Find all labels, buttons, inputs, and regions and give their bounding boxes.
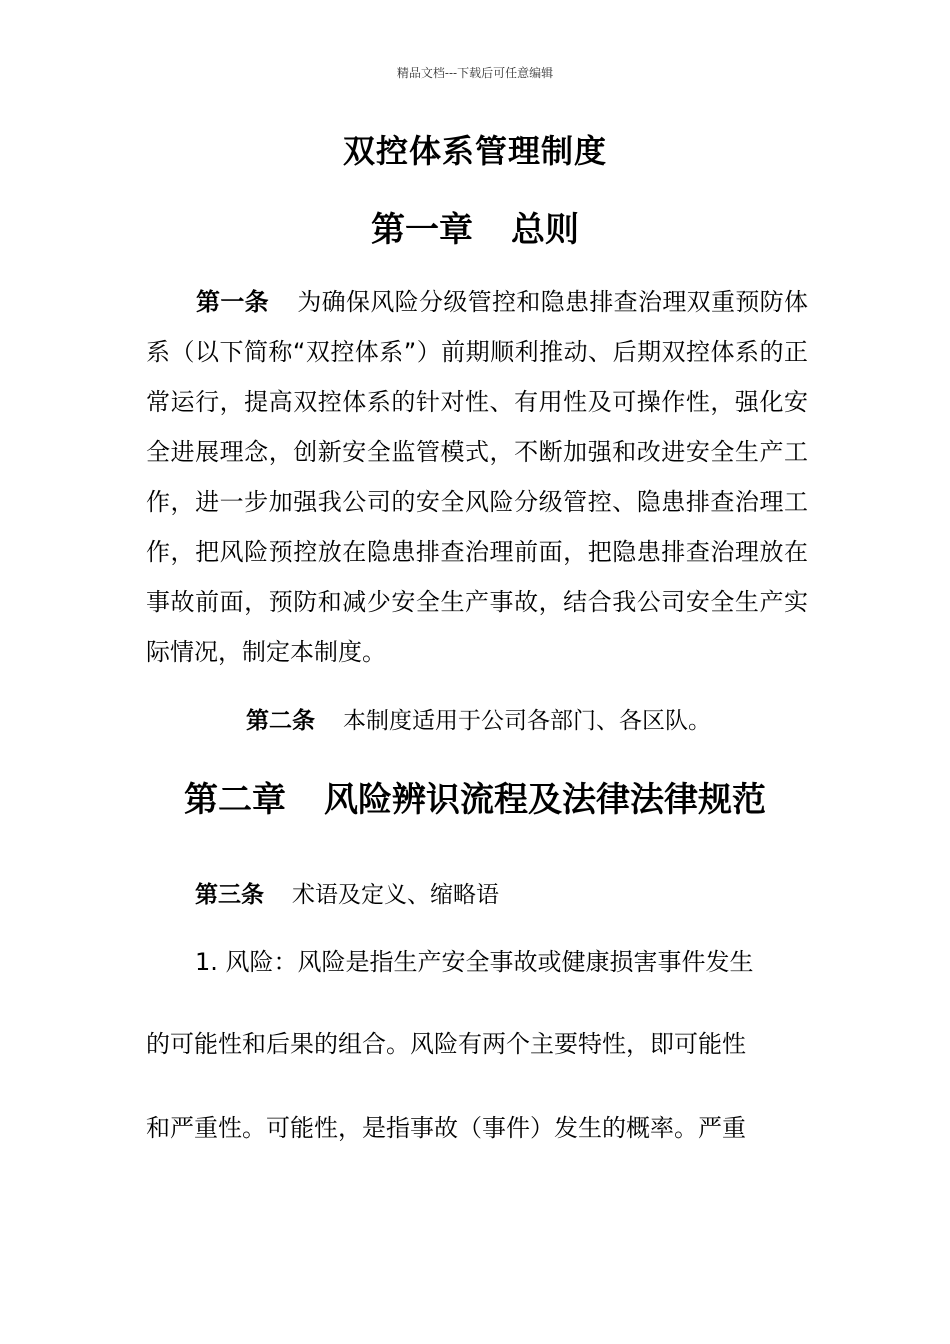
article-2-text: 本制度适用于公司各部门、各区队。 bbox=[343, 708, 711, 734]
article-3-text: 术语及定义、缩略语 bbox=[292, 882, 499, 908]
chapter-1-heading bbox=[0, 202, 950, 251]
article-3-label: 第三条 bbox=[195, 882, 264, 908]
definition-line: 的可能性和后果的组合。风险有两个主要特性，即可能性 bbox=[146, 1030, 746, 1058]
article-3 bbox=[195, 876, 499, 909]
page-header: 精品文档---下载后可任意编辑 bbox=[396, 66, 554, 80]
chapter-1-name: 总则 bbox=[511, 210, 579, 250]
article-2-label: 第二条 bbox=[246, 708, 315, 734]
article-1-label: 第一条 bbox=[196, 288, 269, 316]
article-1-text: 为确保风险分级管控和隐患排查治理双重预防体系（以下简称“双控体系”）前期顺利推动、后期双控体系的正常运行，提高双控体系的针对性、有用性及可操作性，强化安全进展理念，创新安全监管模式，不断加强和改进安全生产工作，进一步加强我公司的安全风险分级管控、隐患排查治理工作，把风险预控放在隐患排查治理前面，把隐患排查治理放在事故前面，预防和减少安全生产事故，结合我公司安全生产实际情况，制定本制度。 bbox=[146, 288, 808, 666]
chapter-2-name: 风险辨识流程及法律法律规范 bbox=[324, 780, 766, 820]
article-2 bbox=[246, 702, 711, 735]
chapter-2-number: 第二章 bbox=[184, 780, 286, 820]
document-title: 双控体系管理制度 bbox=[342, 132, 607, 170]
chapter-2-heading bbox=[0, 772, 950, 821]
definition-line: 1. 风险：风险是指生产安全事故或健康损害事件发生 bbox=[195, 948, 754, 976]
definition-line: 和严重性。可能性，是指事故（事件）发生的概率。严重 bbox=[146, 1114, 746, 1142]
article-1 bbox=[146, 277, 808, 677]
chapter-1-number: 第一章 bbox=[371, 210, 473, 250]
